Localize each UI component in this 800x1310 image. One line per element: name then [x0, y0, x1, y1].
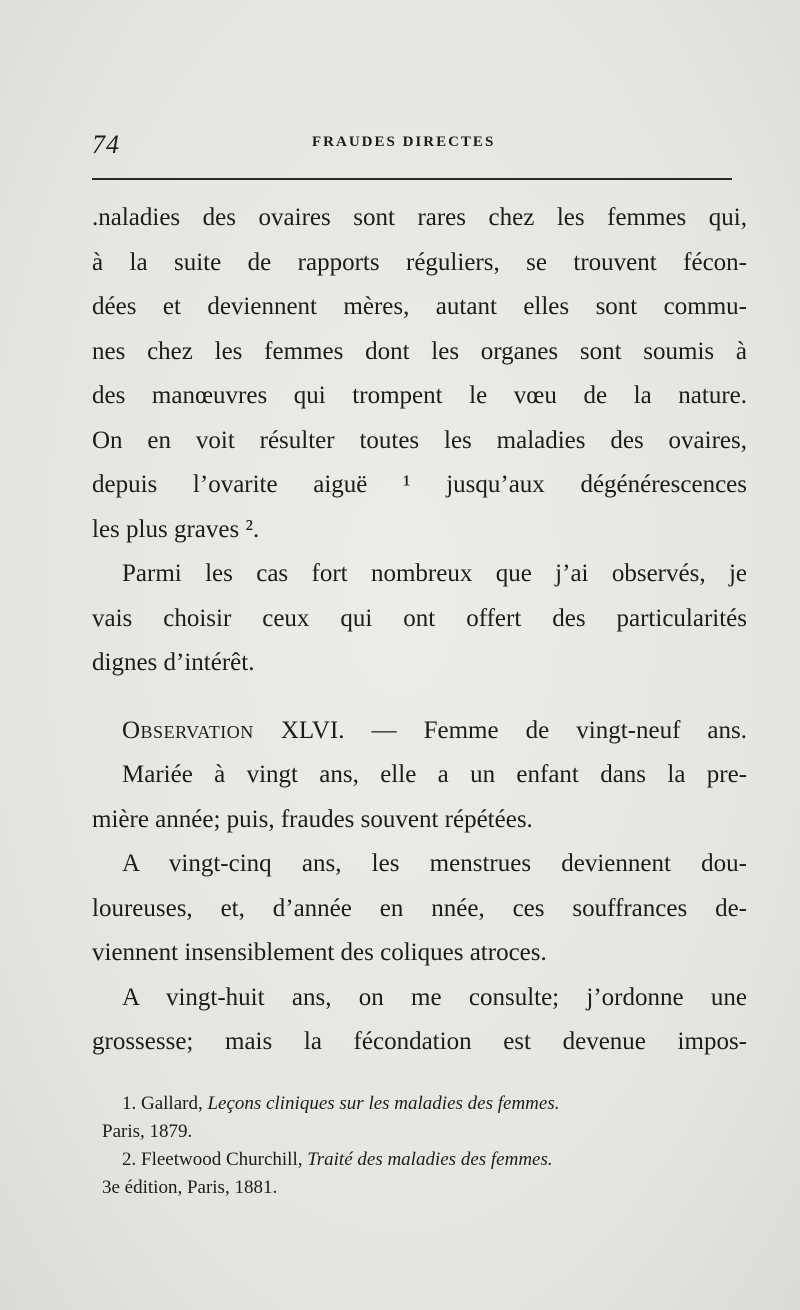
paragraph-gap: [92, 686, 747, 709]
text-line: les plus graves ².: [92, 515, 260, 543]
text-line: dignes d’intérêt.: [92, 649, 255, 676]
text-line: mière année; puis, fraudes souvent répétées.: [92, 805, 533, 833]
text-line: A vingt-cinq ans, les menstrues deviennent dou-: [122, 850, 747, 877]
text-line: Parmi les cas fort nombreux que j’ai observés, je: [122, 560, 747, 587]
running-head: FRAUDES DIRECTES: [312, 134, 496, 150]
text-line: nes chez les femmes dont les organes sont soumis à: [92, 337, 747, 365]
observation-subject: — Femme de vingt-neuf ans.: [371, 716, 748, 744]
observation-label: Observation: [122, 716, 254, 744]
page-number: 74: [92, 130, 120, 159]
text-line: depuis l’ovarite aiguë ¹ jusqu’aux dégénérescences: [92, 471, 747, 498]
text-line: grossesse; mais la fécondation est devenue impos-: [92, 1028, 747, 1055]
footnote-title: Leçons cliniques sur les maladies des femmes.: [207, 1093, 560, 1114]
text-line: à la suite de rapports réguliers, se trouvent fécon-: [92, 248, 747, 276]
text-line: A vingt-huit ans, on me consulte; j’ordonne une: [122, 983, 747, 1011]
footnote-author: Gallard,: [141, 1093, 203, 1114]
footnotes: [102, 1090, 747, 1202]
footnote-title: Traité des maladies des femmes.: [307, 1149, 553, 1170]
footnote-2: [122, 1146, 747, 1174]
text-line: viennent insensiblement des coliques atroces.: [92, 939, 547, 966]
header-rule: [92, 178, 732, 180]
text-line: des manœuvres qui trompent le vœu de la nature.: [92, 382, 747, 409]
text-line: Mariée à vingt ans, elle a un enfant dans la pre-: [122, 761, 747, 788]
page-header: [92, 130, 732, 160]
footnote-1: [122, 1090, 747, 1118]
observation-heading: [92, 709, 747, 754]
footnote-author: Fleetwood Churchill,: [141, 1149, 303, 1170]
text-line: dées et deviennent mères, autant elles sont commu-: [92, 293, 747, 320]
footnote-2-continuation: 3e édition, Paris, 1881.: [102, 1177, 278, 1198]
text-line: .naladies des ovaires sont rares chez les femmes qui,: [92, 204, 747, 231]
text-line: On en voit résulter toutes les maladies des ovaires,: [92, 426, 747, 454]
footnote-marker: 1.: [122, 1093, 137, 1114]
footnote-marker: 2.: [122, 1149, 137, 1170]
text-line: vais choisir ceux qui ont offert des particularités: [92, 604, 747, 632]
main-text: [92, 196, 747, 1065]
observation-number: XLVI.: [280, 716, 345, 744]
text-line: loureuses, et, d’année en nnée, ces souffrances de-: [92, 894, 747, 922]
footnote-1-continuation: Paris, 1879.: [102, 1121, 193, 1142]
